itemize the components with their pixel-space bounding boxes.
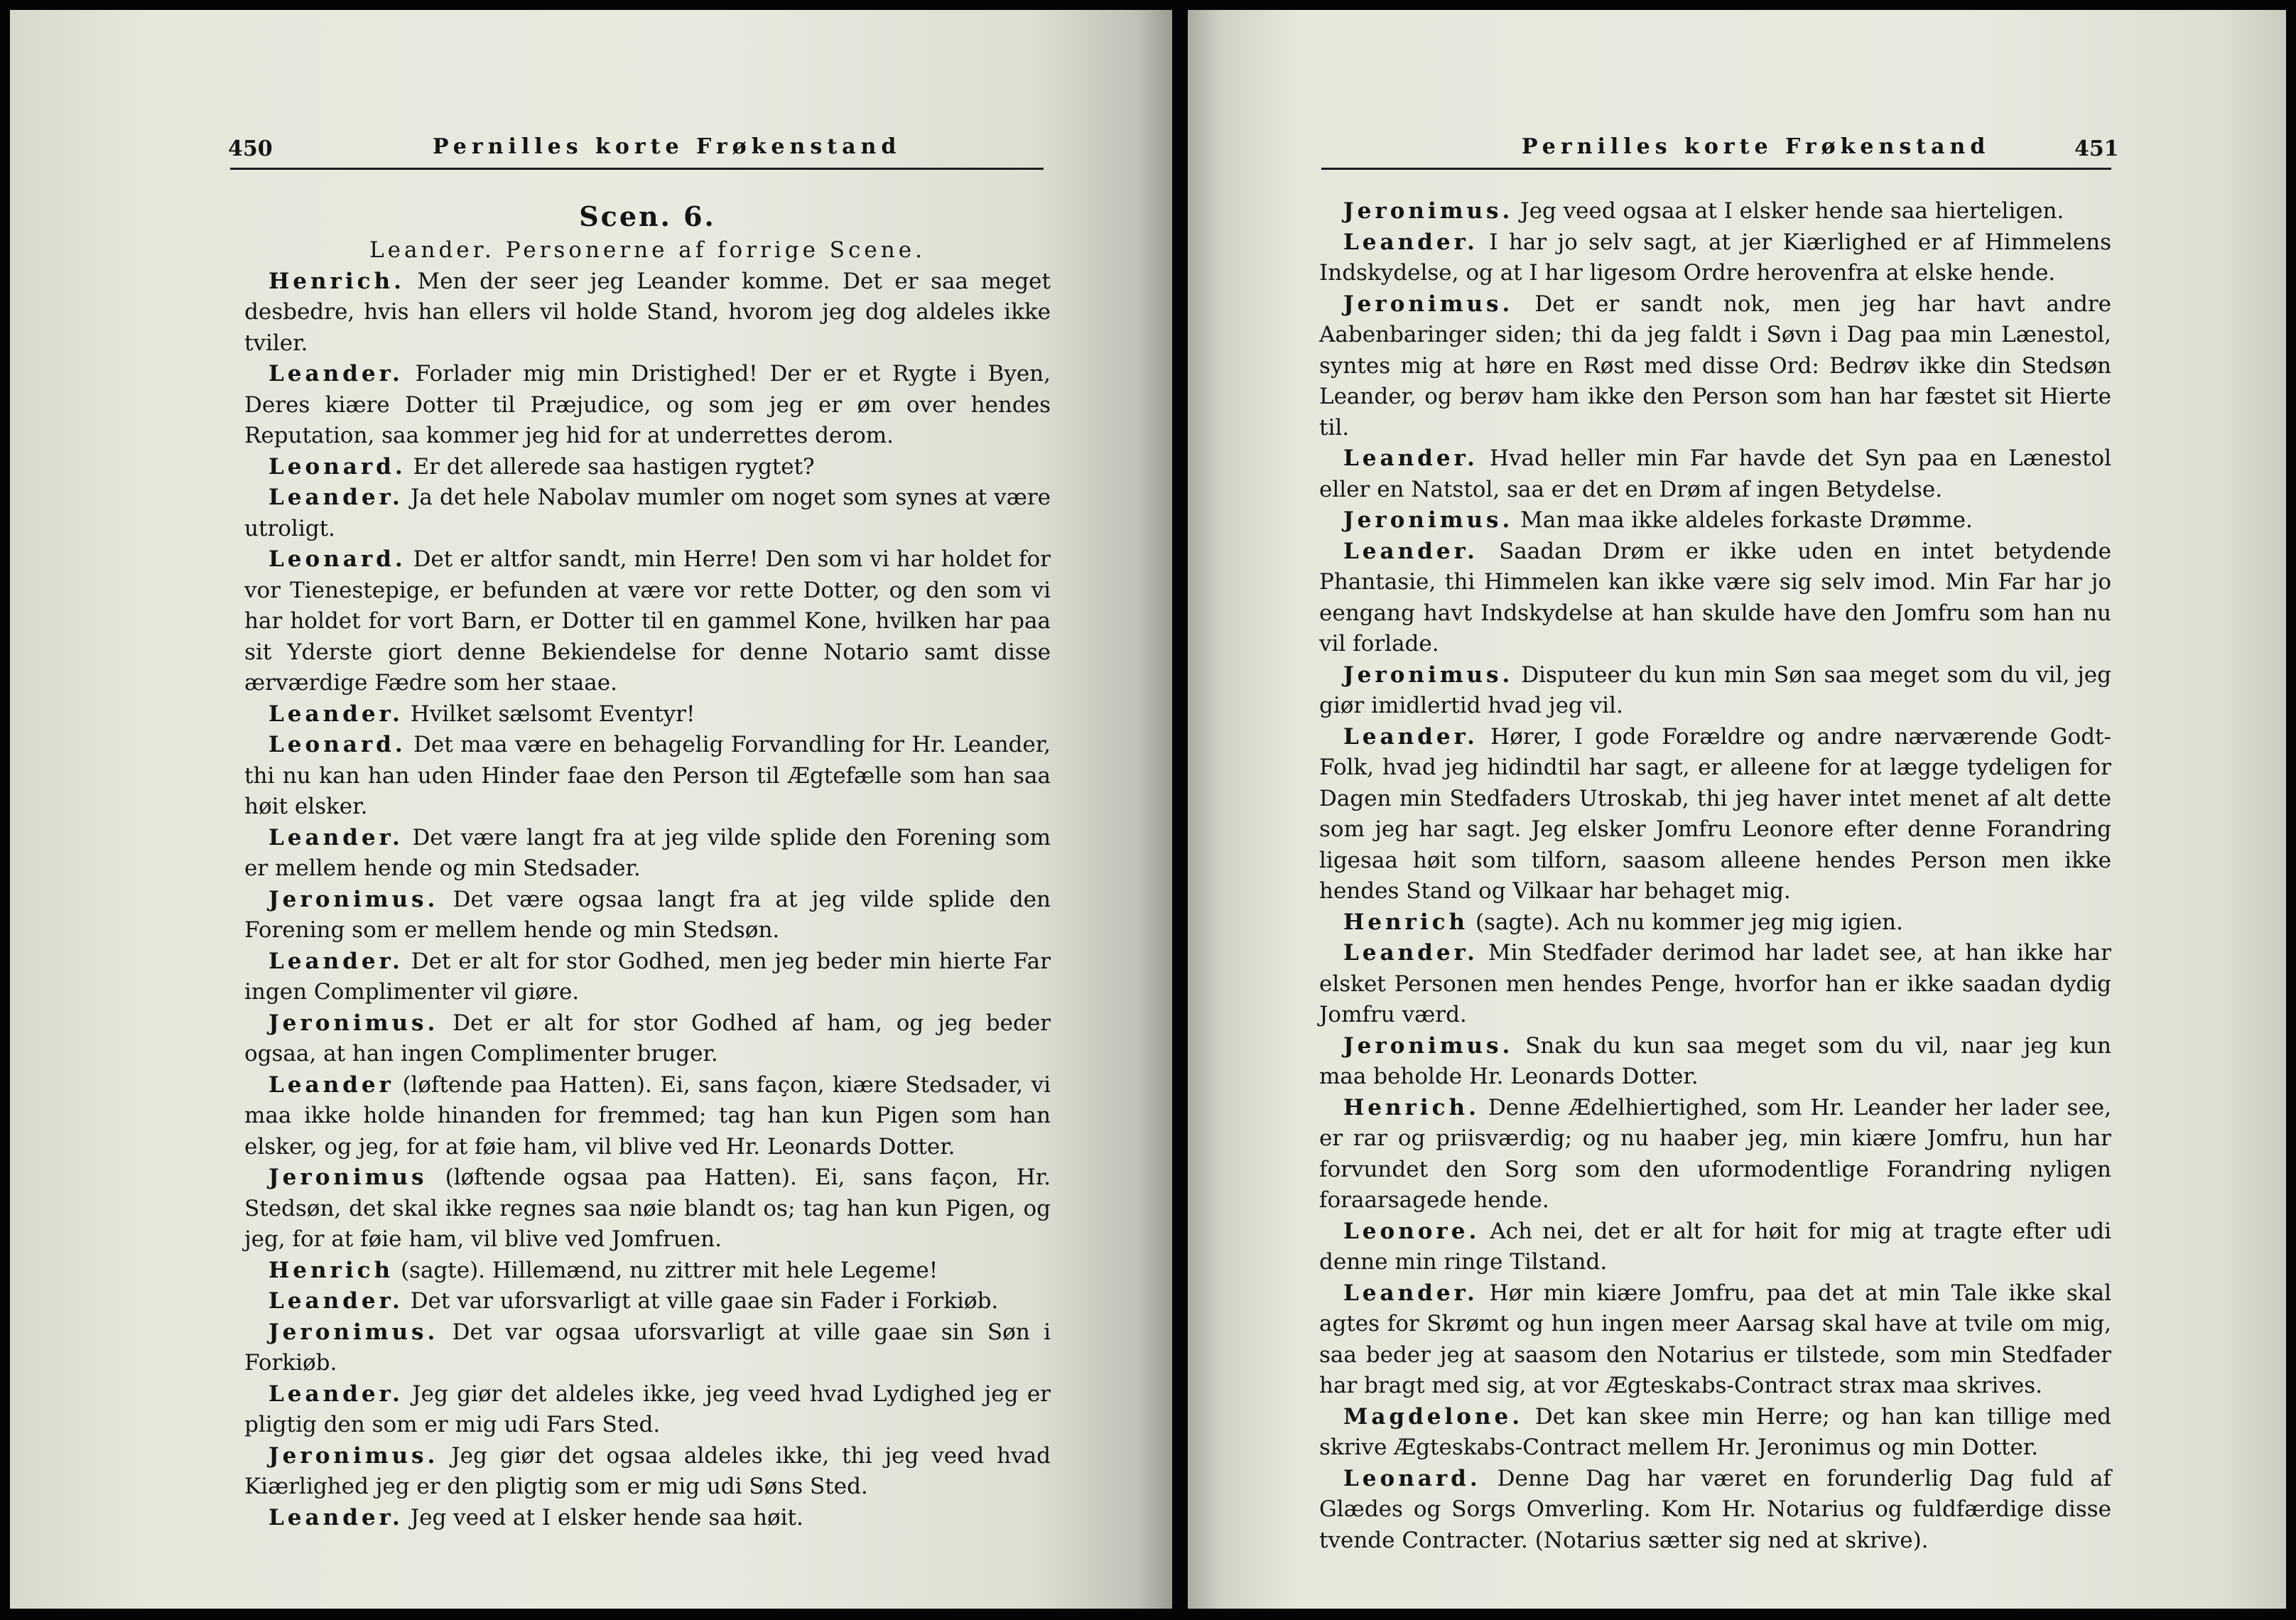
speaker-name: Leander. (269, 361, 404, 387)
speech-text: Hør min kiære Jomfru, paa det at min Tale ikke skal agtes for Skrømt og hun ingen meer Aarsag skal have at tvile om mig, saa beder jeg at saasom den Notarius er tilstede, som min Stedfader har bragt med sig, at vor Ægteskabs-Contract strax maa skrives. (1319, 1280, 2111, 1398)
right-page-number: 451 (2074, 136, 2119, 161)
speech (244, 1162, 1051, 1256)
speech-text: Det være ogsaa langt fra at jeg vilde splide den Forening som er mellem hende og min Stedsøn. (244, 886, 1051, 943)
right-text-block (1319, 196, 2111, 1556)
speech-text: (sagte). Hillemænd, nu zittrer mit hele Legeme! (400, 1257, 938, 1283)
speech-text: Det var ogsaa uforsvarligt at ville gaae sin Søn i Forkiøb. (244, 1319, 1051, 1376)
speaker-name: Leander. (269, 1504, 404, 1530)
speech-text: I har jo selv sagt, at jer Kiærlighed er af Himmelens Indskydelse, og at I har ligesom Ordre herovenfra at elske hende. (1319, 229, 2111, 286)
speech-text: (sagte). Ach nu kommer jeg mig igien. (1475, 909, 1903, 935)
speech (1319, 660, 2111, 722)
speaker-name: Leonard. (1343, 1465, 1481, 1491)
speech (244, 1441, 1051, 1503)
speech-text: Jeg veed at I elsker hende saa høit. (410, 1504, 803, 1530)
speech-text: Det er sandt nok, men jeg har havt andre Aabenbaringer siden; thi da jeg faldt i Søvn i Dag paa min Lænestol, syntes mig at høre en Røst med disse Ord: Bedrøv ikke din Stedsøn Leander, og berøv ham ikke den Person som han har fæstet sit Hierte til. (1319, 291, 2111, 441)
speaker-name: Henrich (269, 1257, 394, 1283)
speech (1319, 1093, 2111, 1216)
speech (1319, 443, 2111, 505)
speaker-name: Leander. (269, 948, 404, 974)
speaker-name: Leander. (1343, 446, 1478, 471)
speaker-name: Jeronimus. (1343, 1032, 1514, 1059)
speech (244, 544, 1051, 699)
speech (1319, 1031, 2111, 1093)
speech-text: Jeg giør det ogsaa aldeles ikke, thi jeg veed hvad Kiærlighed jeg er den pligtig som er mig udi Søns Sted. (244, 1442, 1051, 1499)
speech (244, 946, 1051, 1008)
speech-text: Man maa ikke aldeles forkaste Drømme. (1520, 507, 1973, 533)
speech (244, 1070, 1051, 1163)
speech (1319, 1216, 2111, 1278)
speaker-name: Leander. (269, 1288, 404, 1314)
speech (244, 823, 1051, 885)
speech-text: Det er alt for stor Godhed af ham, og jeg beder ogsaa, at han ingen Complimenter bruger. (244, 1010, 1051, 1066)
speech (244, 1256, 1051, 1287)
speaker-name: Leander. (269, 701, 404, 727)
speech-text: Det kan skee min Herre; og han kan tillige med skrive Ægteskabs-Contract mellem Hr. Jeronimus og min Dotter. (1319, 1403, 2112, 1460)
speaker-name: Jeronimus. (1343, 507, 1514, 533)
speaker-name: Jeronimus (269, 1165, 428, 1190)
speech (1319, 227, 2111, 289)
speech-text: Jeg giør det aldeles ikke, jeg veed hvad Lydighed jeg er pligtig den som er mig udi Fars Sted. (244, 1381, 1051, 1437)
speech (1319, 907, 2111, 939)
right-page (1188, 10, 2286, 1609)
speech (1319, 196, 2111, 227)
scene-title: Scen. 6. (579, 200, 716, 232)
scene-subtitle: Leander. Personerne af forrige Scene. (369, 237, 926, 263)
speech-text: (løftende ogsaa paa Hatten). Ei, sans façon, Hr. Stedsøn, det skal ikke regnes saa nøie blandt os; tag han kun Pigen, og jeg, for at føie ham, vil blive ved Jomfruen. (244, 1165, 1051, 1252)
speech-text: Ach nei, det er alt for høit for mig at tragte efter udi denne min ringe Tilstand. (1319, 1218, 2111, 1275)
speech (1319, 1464, 2111, 1557)
speech (244, 482, 1051, 544)
speech-text: Ja det hele Nabolav mumler om noget som synes at være utroligt. (244, 485, 1051, 541)
speech (1319, 505, 2111, 536)
speech (244, 730, 1051, 823)
speaker-name: Henrich. (1343, 1094, 1480, 1120)
speech-text: Saadan Drøm er ikke uden en intet betydende Phantasie, thi Himmelen kan ikke være sig selv imod. Min Far har jo eengang havt Indskydelse at han skulde have den Jomfru som han nu vil forlade. (1319, 538, 2111, 657)
speaker-name: Jeronimus. (1343, 291, 1514, 317)
speaker-name: Jeronimus. (269, 1319, 439, 1345)
speech (1319, 1402, 2111, 1464)
speech (244, 1503, 1051, 1534)
speech (244, 1317, 1051, 1379)
speaker-name: Leander. (269, 824, 404, 850)
speaker-name: Leander. (1343, 538, 1478, 564)
speaker-name: Leander. (1343, 723, 1478, 750)
speaker-name: Jeronimus. (269, 1442, 439, 1469)
speech-text: Denne Dag har været en forunderlig Dag fuld af Glædes og Sorgs Omverling. Kom Hr. Notarius og fuldfærdige disse tvende Contracter. (Notarius sætter sig ned at skrive). (1319, 1465, 2111, 1553)
speaker-name: Leander. (269, 1381, 404, 1407)
speech (244, 1286, 1051, 1317)
speaker-name: Jeronimus. (1343, 198, 1514, 224)
speech (1319, 1278, 2111, 1402)
speaker-name: Jeronimus. (269, 886, 439, 912)
speaker-name: Leander. (1343, 940, 1478, 966)
speech-text: Det var uforsvarligt at ville gaae sin Fader i Forkiøb. (410, 1288, 999, 1314)
speech (244, 452, 1051, 483)
speech (1319, 722, 2111, 907)
speech (244, 1008, 1051, 1070)
right-header-rule (1321, 168, 2111, 170)
speech-text: Jeg veed ogsaa at I elsker hende saa hierteligen. (1520, 198, 2064, 224)
speech-text: Min Stedfader derimod har ladet see, at han ikke har elsket Personen men hendes Penge, hvorfor han er ikke saadan dydig Jomfru værd. (1319, 940, 2111, 1027)
speaker-name: Jeronimus. (269, 1010, 439, 1036)
speech-text: Disputeer du kun min Søn saa meget som du vil, jeg giør imidlertid hvad jeg vil. (1319, 662, 2111, 718)
left-page (10, 10, 1172, 1609)
speaker-name: Leonore. (1343, 1218, 1480, 1244)
speech-text: Hvilket sælsomt Eventyr! (410, 701, 695, 727)
speaker-name: Henrich (1343, 909, 1469, 935)
speaker-name: Leonard. (269, 732, 406, 757)
left-text-block (244, 198, 1051, 1533)
speaker-name: Leonard. (269, 453, 406, 480)
speech-text: Men der seer jeg Leander komme. Det er saa meget desbedre, hvis han ellers vil holde Stand, hvorom jeg dog aldeles ikke tviler. (244, 268, 1051, 356)
speech (1319, 938, 2111, 1031)
speaker-name: Leander. (269, 485, 404, 510)
speaker-name: Leander. (1343, 1280, 1478, 1306)
speech-text: (løftende paa Hatten). Ei, sans façon, kiære Stedsader, vi maa ikke holde hinanden for fremmed; tag han kun Pigen som han elsker, og jeg, for at føie ham, vil blive ved Hr. Leonards Dotter. (244, 1071, 1051, 1160)
speech (244, 885, 1051, 946)
speech-text: Hvad heller min Far havde det Syn paa en Lænestol eller en Natstol, saa er det en Drøm af ingen Betydelse. (1319, 446, 2111, 502)
speech (244, 699, 1051, 730)
speech (1319, 289, 2111, 444)
speech-text: Det er altfor sandt, min Herre! Den som vi har holdet for vor Tienestepige, er befunden at være vor rette Dotter, og den som vi har holdet for vort Barn, er Dotter til en gammel Kone, hvilken har paa sit Yderste giort denne Bekiendelse for denne Notario samt disse ærværdige Fædre som her staae. (244, 546, 1051, 696)
speech-text: Det er alt for stor Godhed, men jeg beder min hierte Far ingen Complimenter vil giøre. (244, 948, 1051, 1005)
left-running-head: Pernilles korte Frøkenstand (433, 134, 901, 159)
speech-text: Er det allerede saa hastigen rygtet? (413, 453, 815, 480)
speech-text: Hører, I gode Forældre og andre nærværende Godt-Folk, hvad jeg hidindtil har sagt, er alleene for at lægge tydeligen for Dagen min Stedfaders Utroskab, thi jeg haver intet menet af alt dette som jeg har sagt. Jeg elsker Jomfru Leonore efter denne Forandring ligesaa høit som tilforn, saasom alleene hendes Person men ikke hendes Stand og Vilkaar har behaget mig. (1319, 723, 2111, 904)
speech (244, 359, 1051, 452)
speaker-name: Jeronimus. (1343, 662, 1514, 688)
speech-text: Denne Ædelhiertighed, som Hr. Leander her lader see, er rar og priisværdig; og nu haaber jeg, min kiære Jomfru, hun har forvundet den Sorg som den uformodentlige Forandring nyligen foraarsagede hende. (1319, 1094, 2111, 1213)
speech-text: Snak du kun saa meget som du vil, naar jeg kun maa beholde Hr. Leonards Dotter. (1319, 1032, 2111, 1089)
speech-text: Det være langt fra at jeg vilde splide den Forening som er mellem hende og min Stedsader. (244, 824, 1051, 881)
speech-text: Det maa være en behagelig Forvandling for Hr. Leander, thi nu kan han uden Hinder faae den Person til Ægtefælle som han saa høit elsker. (244, 732, 1051, 819)
speaker-name: Leander (269, 1071, 394, 1098)
speech (244, 1379, 1051, 1441)
speaker-name: Leander. (1343, 229, 1478, 255)
speaker-name: Henrich. (269, 268, 405, 294)
left-page-number: 450 (228, 136, 273, 161)
speaker-name: Magdelone. (1343, 1403, 1523, 1430)
right-running-head: Pernilles korte Frøkenstand (1522, 134, 1991, 159)
speech-text: Forlader mig min Dristighed! Der er et Rygte i Byen, Deres kiære Dotter til Præjudice, og som jeg er øm over hendes Reputation, saa kommer jeg hid for at underrettes derom. (244, 361, 1051, 448)
book-gutter (1172, 0, 1188, 1620)
speaker-name: Leonard. (269, 546, 406, 572)
left-header-rule (230, 168, 1044, 170)
speech (1319, 536, 2111, 660)
speech (244, 266, 1051, 360)
